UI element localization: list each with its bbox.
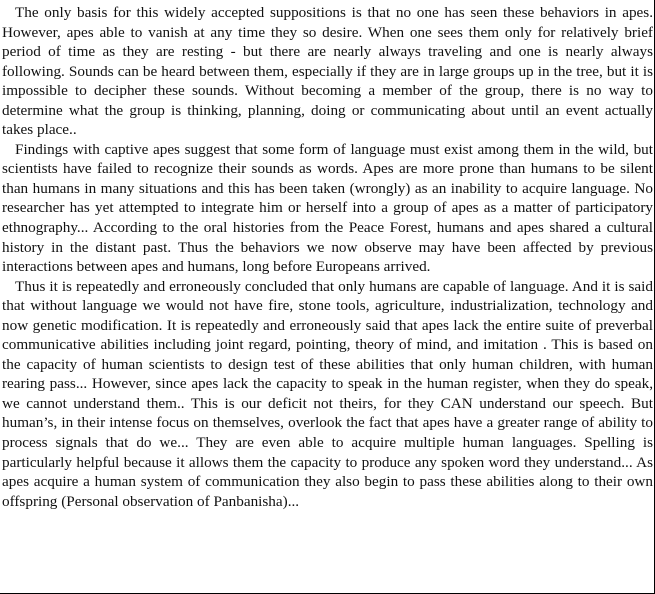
text-body	[2, 3, 653, 511]
paragraph-2: Findings with captive apes suggest that some form of language must exist among them in the wild, but scientists have failed to recognize their sounds as words. Apes are more prone than humans to be silent than humans in many situations and this has been taken (wrongly) as an inability to acquire language. No researcher has yet attempted to integrate him or herself into a group of apes as a matter of participatory ethnography... According to the oral histories from the Peace Forest, humans and apes shared a cultural history in the distant past. Thus the behaviors we now observe may have been affected by previous interactions between apes and humans, long before Europeans arrived.	[2, 140, 653, 276]
paragraph-3: Thus it is repeatedly and erroneously concluded that only humans are capable of language. And it is said that without language we would not have fire, stone tools, agriculture, industrialization, technology and now genetic modification. It is repeatedly and erroneously said that apes lack the entire suite of preverbal communicative abilities including joint regard, pointing, theory of mind, and imitation . This is based on the capacity of human scientists to design test of these abilities that only human children, with human rearing pass... However, since apes lack the capacity to speak in the human register, when they do speak, we cannot understand them.. This is our deficit not theirs, for they CAN understand our speech. But human’s, in their intense focus on themselves, overlook the fact that apes have a greater range of ability to process signals that do we... They are even able to acquire multiple human languages. Spelling is particularly helpful because it allows them the capacity to produce any spoken word they understand... As apes acquire a human system of communication they also begin to pass these abilities along to their own offspring (Personal observation of Panbanisha)...	[2, 277, 653, 510]
paragraph-1: The only basis for this widely accepted suppositions is that no one has seen these behaviors in apes. However, apes able to vanish at any time they so desire. When one sees them only for relatively brief period of time as they are resting - but there are nearly always traveling and one is nearly always following. Sounds can be heard between them, especially if they are in large groups up in the tree, but it is impossible to decipher these sounds. Without becoming a member of the group, there is no way to determine what the group is thinking, planning, doing or communicating about until an event actually takes place..	[2, 4, 653, 139]
